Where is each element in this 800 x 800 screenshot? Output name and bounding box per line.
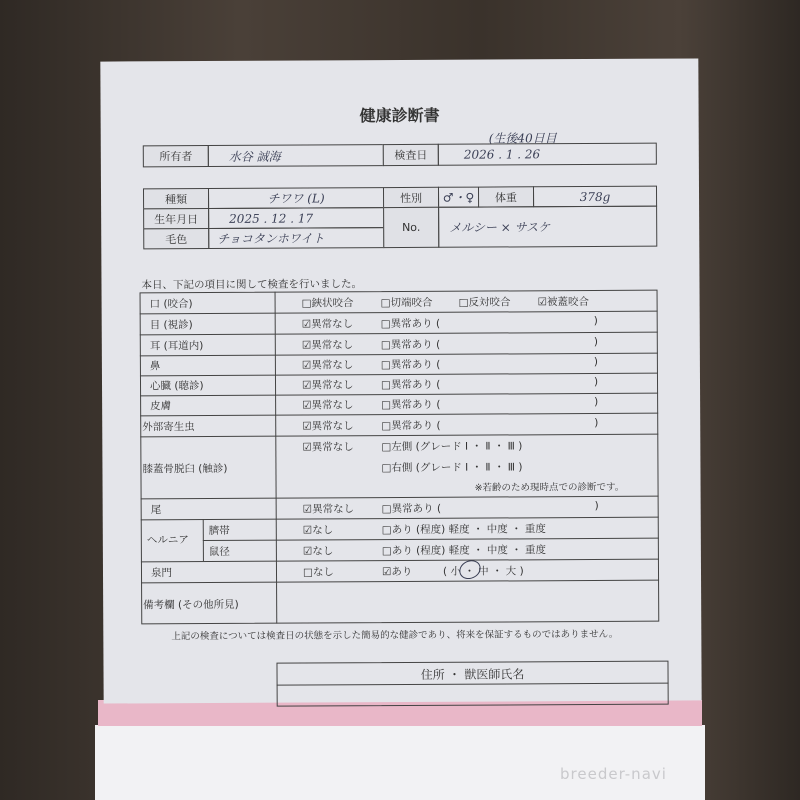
coat-color-label: 毛色 <box>143 228 209 249</box>
document-title: 健康診断書 <box>359 105 440 126</box>
intro-text: 本日、下記の項目に関して検査を行いました。 <box>141 278 363 292</box>
umbilical-label: 臍帯 <box>208 524 230 538</box>
bracket: ) <box>594 395 599 408</box>
fontanelle-size-options[interactable]: ( 小 ・ 中 ・ 大 ) <box>442 565 524 578</box>
ear-abnormal-checkbox[interactable]: □異常あり ( <box>380 338 441 352</box>
weight-label: 体重 <box>478 186 534 207</box>
sex-label: 性別 <box>383 187 439 208</box>
fontanelle-none-checkbox[interactable]: □なし <box>302 566 334 579</box>
nose-normal-checkbox[interactable]: ☑異常なし <box>301 359 354 372</box>
inguinal-label: 鼠径 <box>208 545 230 559</box>
bracket: ) <box>594 416 599 429</box>
sex-value: ♂・♀ <box>438 187 479 208</box>
ear-normal-checkbox[interactable]: ☑異常なし <box>301 339 354 352</box>
parasite-normal-checkbox[interactable]: ☑異常なし <box>302 420 354 433</box>
bite-label: 口 (咬合) <box>149 298 193 311</box>
tail-label: 尾 <box>150 504 162 517</box>
coat-color-value: チョコタンホワイト <box>208 227 384 249</box>
vet-header: 住所 ・ 獣医師氏名 <box>420 667 525 682</box>
umbilical-none-checkbox[interactable]: ☑なし <box>302 524 334 537</box>
hernia-label: ヘルニア <box>146 534 189 547</box>
patella-left-checkbox[interactable]: □左側 (グレード Ⅰ ・ Ⅱ ・ Ⅲ ) <box>381 440 523 454</box>
tail-abnormal-checkbox[interactable]: □異常あり ( <box>381 502 442 516</box>
nose-label: 鼻 <box>149 360 161 373</box>
heart-normal-checkbox[interactable]: ☑異常なし <box>301 379 354 392</box>
breed-label: 種類 <box>143 188 209 209</box>
weight-value: 378g <box>533 186 657 208</box>
skin-normal-checkbox[interactable]: ☑異常なし <box>302 399 354 412</box>
eye-label: 目 (視診) <box>149 319 193 332</box>
bite-option-level[interactable]: □切端咬合 <box>380 296 433 310</box>
bracket: ) <box>593 314 598 327</box>
under-sheet <box>95 725 705 800</box>
owner-label: 所有者 <box>143 145 209 167</box>
bracket: ) <box>593 355 599 368</box>
health-certificate-paper <box>100 58 701 703</box>
patella-note: ※若齢のため現時点での診断です。 <box>474 481 625 494</box>
fontanelle-present-checkbox[interactable]: ☑あり <box>381 565 413 579</box>
birthdate-value: 2025 . 12 . 17 <box>208 207 384 229</box>
eye-abnormal-checkbox[interactable]: □異常あり ( <box>380 317 441 331</box>
skin-abnormal-checkbox[interactable]: □異常あり ( <box>381 398 441 412</box>
patella-label: 膝蓋骨脱臼 (触診) <box>142 462 228 476</box>
parasite-label: 外部寄生虫 <box>142 421 195 434</box>
umbilical-present-checkbox[interactable]: □あり (程度) 軽度 ・ 中度 ・ 重度 <box>381 523 546 537</box>
parasite-abnormal-checkbox[interactable]: □異常あり ( <box>381 419 441 433</box>
disclaimer-text: 上記の検査については検査日の状態を示した簡易的な健診であり、将来を保証するものではありません。 <box>171 628 619 643</box>
inguinal-present-checkbox[interactable]: □あり (程度) 軽度 ・ 中度 ・ 重度 <box>381 544 547 558</box>
bite-option-scissor[interactable]: □鋏状咬合 <box>301 297 354 310</box>
bite-option-overbite[interactable]: ☑被蓋咬合 <box>537 296 590 309</box>
no-label: No. <box>383 207 439 248</box>
tail-normal-checkbox[interactable]: ☑異常なし <box>302 503 355 516</box>
heart-abnormal-checkbox[interactable]: □異常あり ( <box>380 378 441 392</box>
eye-normal-checkbox[interactable]: ☑異常なし <box>301 318 354 331</box>
age-note: (生後40日目 <box>488 131 557 146</box>
patella-right-checkbox[interactable]: □右側 (グレード Ⅰ ・ Ⅱ ・ Ⅲ ) <box>381 461 523 475</box>
bite-option-reverse[interactable]: □反対咬合 <box>458 296 511 309</box>
ear-label: 耳 (耳道内) <box>149 340 204 353</box>
inguinal-none-checkbox[interactable]: ☑なし <box>302 545 334 558</box>
fontanelle-label: 泉門 <box>150 567 173 580</box>
parents-value: メルシー × サスケ <box>438 206 657 248</box>
bracket: ) <box>593 335 598 348</box>
bracket: ) <box>594 499 599 512</box>
breed-value: チワワ (L) <box>208 187 384 209</box>
nose-abnormal-checkbox[interactable]: □異常あり ( <box>380 358 441 372</box>
remarks-field[interactable] <box>283 583 653 621</box>
exam-date-value: 2026 . 1 . 26 <box>438 143 657 166</box>
bracket: ) <box>593 375 599 388</box>
exam-date-label: 検査日 <box>383 144 439 166</box>
birthdate-label: 生年月日 <box>143 208 209 229</box>
patella-normal-checkbox[interactable]: ☑異常なし <box>302 441 354 454</box>
watermark: breeder-navi <box>560 765 667 783</box>
skin-label: 皮膚 <box>150 400 172 413</box>
heart-label: 心臓 (聴診) <box>149 380 204 393</box>
owner-value: 水谷 誠海 <box>208 144 384 167</box>
remarks-label: 備考欄 (その他所見) <box>143 598 239 612</box>
